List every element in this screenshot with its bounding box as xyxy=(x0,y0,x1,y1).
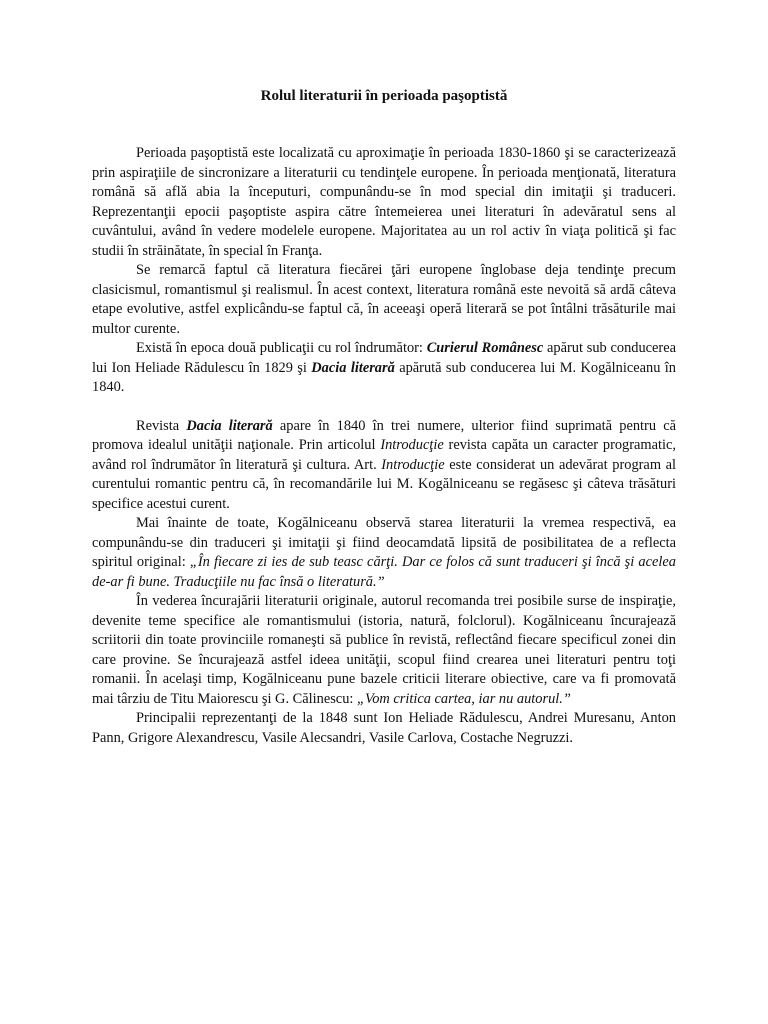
paragraph-text: apare în 1840 în trei numere, ulterior fiind suprimată pentru că promova idealul unităţii naţionale. Prin articolul xyxy=(92,417,676,453)
paragraph-text: revista capăta un caracter programatic, având rol îndrumător în literatură şi cultura. Art. xyxy=(92,437,676,473)
italic-text: Introducţie xyxy=(381,456,445,473)
paragraph-text: Principalii reprezentanţi de la 1848 sunt Ion Heliade Rădulescu, Andrei Muresanu, Anton Pann, Grigore Alexandrescu, Vasile Alecsandri, Vasile Carlova, Costache Negruzzi. xyxy=(92,710,676,746)
publication-name: Dacia literară xyxy=(186,417,273,434)
paragraph xyxy=(92,709,676,748)
publication-name: Dacia literară xyxy=(311,359,395,376)
paragraph xyxy=(92,514,676,592)
paragraph xyxy=(92,261,676,339)
paragraph xyxy=(92,417,676,515)
document-body xyxy=(92,144,676,748)
paragraph-text: Revista xyxy=(136,417,187,434)
paragraph xyxy=(92,592,676,709)
paragraph-text: apărut sub conducerea lui Ion Heliade Rădulescu în 1829 şi xyxy=(92,340,676,376)
paragraph-text: În vederea încurajării literaturii originale, autorul recomanda trei posibile surse de inspiraţie, devenite teme specifice ale romantismului (istoria, natură, folclorul). Kogălniceanu încurajează scriitorii din toate provinciile romaneşti să publice în revistă, reflectând fiecare specificul zonei din care provine. Se încurajează astfel ideea unităţii, scopul fiind crearea unei literaturi pentru toţi romanii. În acelaşi timp, Kogălniceanu pune bazele criticii literare obiective, care va fi promovată mai târziu de Titu Maiorescu şi G. Călinescu: xyxy=(92,593,676,707)
paragraph-text: Perioada paşoptistă este localizată cu aproximaţie în perioada 1830-1860 şi se caracterizează prin aspiraţiile de sincronizare a literaturii cu tendinţele europene. În perioada menţionată, literatura română să aflǎ abia la începuturi, compunându-se în mod special din imitaţii şi traduceri. Reprezentanţii epocii paşoptiste aspira către întemeierea unei literaturi în adevăratul sens al cuvântului, având în vedere modelele europene. Majoritatea au un rol activ în viaţa politică şi fac studii în străinătate, în special în Franţa. xyxy=(92,145,676,259)
paragraph-text: Există în epoca două publicaţii cu rol îndrumător: xyxy=(136,340,427,356)
paragraph-text: este considerat un adevărat program al curentului romantic pentru că, în recomandările lui M. Kogălniceanu se regăsesc şi câteva trăsături specifice acestui curent. xyxy=(92,456,676,512)
paragraph-text: apărută sub conducerea lui M. Kogălniceanu în 1840. xyxy=(92,359,676,395)
publication-name: Curierul Românesc xyxy=(426,340,544,356)
italic-text: Introducţie xyxy=(380,437,444,453)
paragraph-text: Mai înainte de toate, Kogălniceanu observă starea literaturii la vremea respectivă, ea compunându-se din traduceri şi imitaţii şi fiind deocamdată lipsită de posibilitatea de a reflecta spiritul original: xyxy=(92,515,676,570)
paragraph xyxy=(92,339,676,398)
paragraph-text: Se remarcă faptul că literatura fiecărei ţări europene înglobase deja tendinţe precum clasicismul, romantismul şi realismul. În acest context, literatura română este nevoită să ardă câteva etape evolutive, astfel explicându-se faptul că, în aceeaşi operă literară se pot întâlni trăsăturile mai multor curente. xyxy=(92,262,676,337)
italic-text: „În fiecare zi ies de sub teasc cărţi. Dar ce folos că sunt traduceri şi încă şi acelea de-ar fi bune. Traducţiile nu fac însă o literatură.” xyxy=(92,554,676,590)
paragraph xyxy=(92,144,676,261)
page-title: Rolul literaturii în perioada paşoptistă xyxy=(260,88,508,104)
italic-text: „Vom critica cartea, iar nu autorul.” xyxy=(357,690,571,707)
